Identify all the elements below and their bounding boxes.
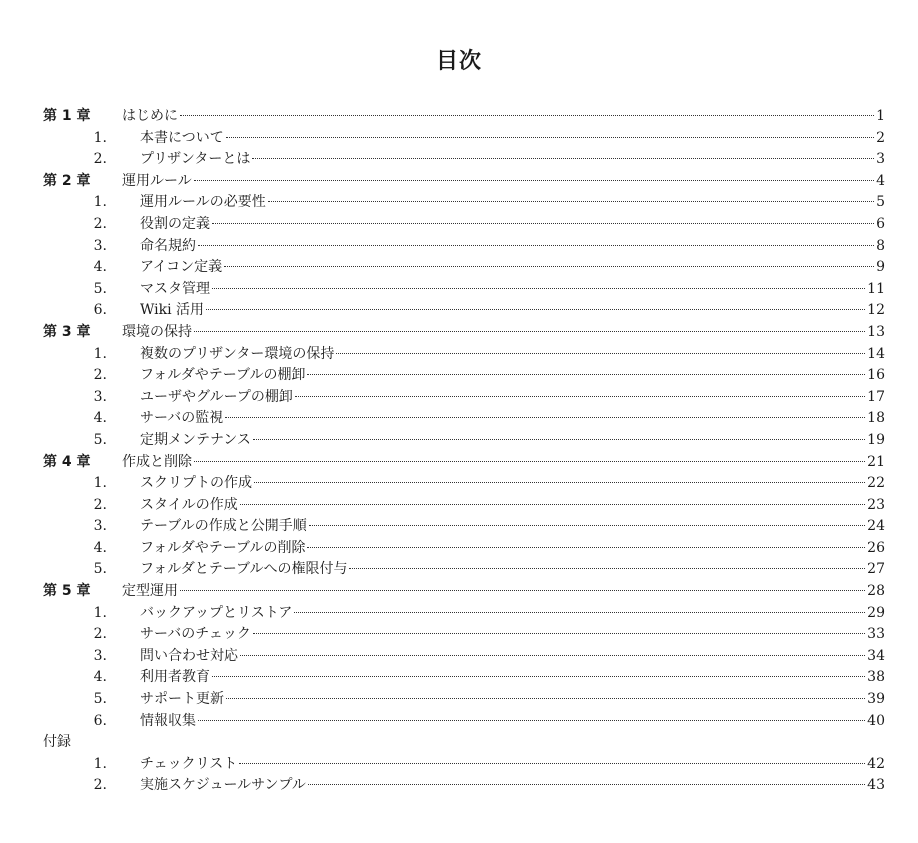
section-entry	[140, 279, 885, 301]
toc-chapter-row[interactable]	[43, 581, 885, 603]
dot-leader	[212, 676, 865, 677]
chapter-entry	[122, 452, 885, 474]
section-title: 定期メンテナンス	[140, 431, 251, 448]
page-number: 19	[867, 431, 885, 448]
page-number: 38	[867, 669, 885, 686]
page-number: 8	[876, 237, 885, 254]
section-title: フォルダやテーブルの棚卸	[140, 367, 306, 384]
section-title: サーバの監視	[140, 410, 224, 427]
page-number: 6	[876, 215, 885, 232]
section-title: サーバのチェック	[140, 626, 251, 643]
chapter-entry	[122, 171, 885, 193]
section-title: フォルダやテーブルの削除	[140, 539, 306, 556]
dot-leader	[194, 180, 874, 181]
toc-appendix-row	[43, 732, 885, 754]
page-number: 17	[867, 388, 885, 405]
section-number: 2.	[93, 215, 107, 232]
page-number: 11	[867, 280, 885, 297]
dot-leader	[336, 353, 865, 354]
section-number: 3.	[93, 647, 107, 664]
toc-section-row[interactable]	[43, 149, 885, 171]
page-number: 39	[867, 691, 885, 708]
section-entry	[140, 214, 885, 236]
section-number: 3.	[93, 518, 107, 535]
section-entry	[140, 603, 885, 625]
dot-leader	[198, 245, 874, 246]
section-entry	[140, 473, 885, 495]
page-number: 23	[867, 496, 885, 513]
section-entry	[140, 711, 885, 733]
toc-section-row[interactable]	[43, 192, 885, 214]
section-number: 6.	[93, 302, 107, 319]
toc-section-row[interactable]	[43, 257, 885, 279]
chapter-title: 環境の保持	[122, 323, 192, 340]
chapter-entry	[122, 581, 885, 603]
toc-section-row[interactable]	[43, 689, 885, 711]
dot-leader	[307, 374, 865, 375]
toc-section-row[interactable]	[43, 236, 885, 258]
section-entry	[140, 495, 885, 517]
section-entry	[140, 754, 885, 776]
chapter-label: 第 1 章	[43, 108, 91, 124]
section-title: 命名規約	[140, 237, 196, 254]
section-entry	[140, 387, 885, 409]
dot-leader	[239, 763, 865, 764]
toc-section-row[interactable]	[43, 559, 885, 581]
section-number: 5.	[93, 691, 107, 708]
chapter-entry	[122, 322, 885, 344]
section-number: 2.	[93, 626, 107, 643]
dot-leader	[307, 547, 865, 548]
section-title: チェックリスト	[140, 755, 238, 772]
section-title: マスタ管理	[140, 280, 210, 297]
dot-leader	[253, 633, 865, 634]
dot-leader	[252, 158, 874, 159]
page-number: 4	[876, 172, 885, 189]
toc-section-row[interactable]	[43, 624, 885, 646]
section-number: 3.	[93, 388, 107, 405]
section-title: 情報収集	[140, 712, 196, 729]
toc-section-row[interactable]	[43, 516, 885, 538]
dot-leader	[198, 720, 865, 721]
page-number: 34	[867, 647, 885, 664]
section-number: 4.	[93, 410, 107, 427]
toc-chapter-row[interactable]	[43, 106, 885, 128]
page-number: 24	[867, 518, 885, 535]
page-title: 目次	[435, 49, 482, 74]
section-entry	[140, 344, 885, 366]
page-number: 5	[876, 194, 885, 211]
dot-leader	[226, 137, 874, 138]
section-number: 1.	[93, 129, 107, 146]
section-title: 問い合わせ対応	[140, 647, 238, 664]
dot-leader	[212, 288, 865, 289]
toc-section-row[interactable]	[43, 646, 885, 668]
toc-chapter-row[interactable]	[43, 322, 885, 344]
section-title: 利用者教育	[140, 669, 210, 686]
toc-section-row[interactable]	[43, 667, 885, 689]
section-entry	[140, 646, 885, 668]
section-entry	[140, 128, 885, 150]
toc-section-row[interactable]	[43, 538, 885, 560]
section-title: 複数のプリザンター環境の保持	[140, 345, 335, 362]
section-number: 2.	[93, 496, 107, 513]
dot-leader	[226, 698, 865, 699]
toc-section-row[interactable]	[43, 387, 885, 409]
section-entry	[140, 300, 885, 322]
chapter-title: 定型運用	[122, 583, 178, 600]
toc-section-row[interactable]	[43, 214, 885, 236]
section-entry	[140, 775, 885, 797]
toc-section-row[interactable]	[43, 279, 885, 301]
dot-leader	[180, 115, 874, 116]
chapter-label: 第 5 章	[43, 583, 91, 600]
section-entry	[140, 430, 885, 452]
page-number: 42	[867, 755, 885, 772]
toc-section-row[interactable]	[43, 775, 885, 797]
dot-leader	[194, 331, 865, 332]
toc-section-row[interactable]	[43, 344, 885, 366]
section-entry	[140, 192, 885, 214]
page-number: 33	[867, 626, 885, 643]
toc-section-row[interactable]	[43, 365, 885, 387]
section-number: 1.	[93, 755, 107, 772]
page-number: 9	[876, 259, 885, 276]
page-number: 22	[867, 475, 885, 492]
section-title: スタイルの作成	[140, 496, 238, 513]
page-number: 18	[867, 410, 885, 427]
section-title: スクリプトの作成	[140, 475, 252, 492]
section-title: ユーザやグループの棚卸	[140, 388, 293, 405]
section-title: バックアップとリストア	[140, 604, 293, 621]
chapter-title: 運用ルール	[122, 172, 192, 189]
dot-leader	[253, 439, 865, 440]
page-number: 16	[867, 367, 885, 384]
toc-section-row[interactable]	[43, 495, 885, 517]
toc-section-row[interactable]	[43, 754, 885, 776]
dot-leader	[212, 223, 874, 224]
section-entry	[140, 689, 885, 711]
table-of-contents	[43, 106, 885, 797]
section-number: 1.	[93, 194, 107, 211]
section-number: 6.	[93, 712, 107, 729]
section-entry	[140, 538, 885, 560]
section-number: 4.	[93, 539, 107, 556]
dot-leader	[240, 655, 865, 656]
section-entry	[140, 516, 885, 538]
section-entry	[140, 236, 885, 258]
page-number: 40	[867, 712, 885, 729]
section-number: 5.	[93, 561, 107, 578]
section-entry	[140, 559, 885, 581]
toc-section-row[interactable]	[43, 603, 885, 625]
chapter-title: はじめに	[122, 108, 178, 124]
chapter-entry	[122, 106, 885, 128]
page-number: 2	[876, 129, 885, 146]
page-number: 14	[867, 345, 885, 362]
page-number: 26	[867, 539, 885, 556]
section-number: 3.	[93, 237, 107, 254]
section-number: 2.	[93, 367, 107, 384]
section-title: 実施スケジュールサンプル	[140, 777, 306, 794]
section-title: 運用ルールの必要性	[140, 194, 266, 211]
chapter-label: 第 3 章	[43, 323, 91, 340]
page-number: 43	[867, 777, 885, 794]
page-number: 13	[867, 323, 885, 340]
section-number: 5.	[93, 280, 107, 297]
page-number: 12	[867, 302, 885, 319]
toc-chapter-row[interactable]	[43, 452, 885, 474]
section-entry	[140, 365, 885, 387]
section-title: Wiki 活用	[140, 302, 205, 319]
dot-leader	[194, 461, 865, 462]
section-entry	[140, 149, 885, 171]
dot-leader	[308, 784, 865, 785]
dot-leader	[206, 309, 865, 310]
dot-leader	[240, 504, 865, 505]
page-number: 3	[876, 151, 885, 168]
section-title: サポート更新	[140, 691, 224, 708]
section-entry	[140, 624, 885, 646]
chapter-label: 第 4 章	[43, 453, 91, 470]
page-number: 21	[867, 453, 885, 470]
chapter-title: 作成と削除	[122, 453, 192, 470]
section-number: 2.	[93, 777, 107, 794]
section-number: 5.	[93, 431, 107, 448]
toc-section-row[interactable]	[43, 430, 885, 452]
section-title: 役割の定義	[140, 215, 210, 232]
section-entry	[140, 667, 885, 689]
section-title: 本書について	[140, 129, 224, 146]
page-number: 27	[867, 561, 885, 578]
section-number: 2.	[93, 151, 107, 168]
section-entry	[140, 257, 885, 279]
page-number: 1	[876, 108, 885, 124]
dot-leader	[268, 201, 874, 202]
section-number: 4.	[93, 259, 107, 276]
dot-leader	[224, 266, 874, 267]
dot-leader	[254, 482, 865, 483]
page-number: 29	[867, 604, 885, 621]
page-number: 28	[867, 583, 885, 600]
dot-leader	[295, 396, 865, 397]
toc-section-row[interactable]	[43, 300, 885, 322]
dot-leader	[349, 568, 865, 569]
toc-section-row[interactable]	[43, 128, 885, 150]
appendix-label: 付録	[43, 734, 71, 751]
toc-chapter-row[interactable]	[43, 171, 885, 193]
section-title: テーブルの作成と公開手順	[140, 518, 307, 535]
section-number: 1.	[93, 475, 107, 492]
toc-section-row[interactable]	[43, 473, 885, 495]
section-title: フォルダとテーブルへの権限付与	[140, 561, 348, 578]
section-number: 1.	[93, 604, 107, 621]
toc-section-row[interactable]	[43, 711, 885, 733]
section-title: アイコン定義	[140, 259, 223, 276]
dot-leader	[180, 590, 865, 591]
toc-section-row[interactable]	[43, 408, 885, 430]
section-number: 1.	[93, 345, 107, 362]
section-title: プリザンターとは	[140, 151, 251, 168]
chapter-label: 第 2 章	[43, 172, 91, 189]
dot-leader	[309, 525, 865, 526]
section-entry	[140, 408, 885, 430]
dot-leader	[294, 612, 865, 613]
dot-leader	[225, 417, 865, 418]
section-number: 4.	[93, 669, 107, 686]
